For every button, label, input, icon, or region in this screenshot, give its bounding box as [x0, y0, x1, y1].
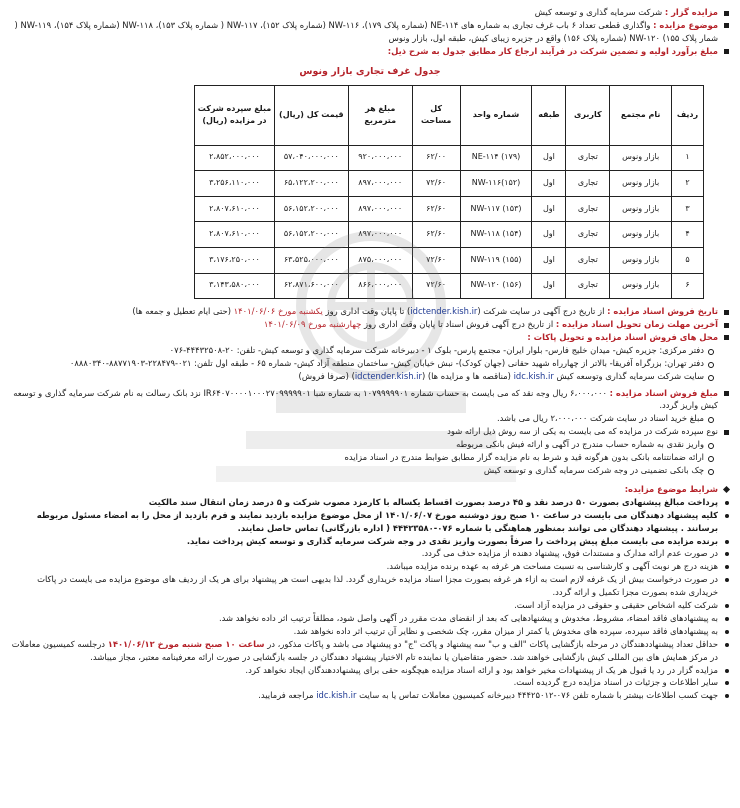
sale-date-text-c: (حتی ایام تعطیل و جمعه ها)	[132, 306, 231, 317]
term-opening-text-b: درجلسه کمیسیون معاملات در مرکز همایش های بین المللی کیش بازگشایی خواهند شد. حضور متقاضیان یا نماینده تام الاختیار پیشنهاد دهندگان در جلسه بازگشایی در صورت ارائه معرفینامه معتبر، مجاز میباشد.	[11, 638, 718, 662]
deposit-option-cash: واریز نقدی به شماره حساب مندرج در آگهی و ارائه فیش بانکی مربوطه	[6, 438, 734, 451]
table-row	[195, 145, 704, 171]
cell-area: ۷۲/۶۰	[412, 171, 460, 197]
term-multiple: در صورت درخواست بیش از یک غرفه لازم است به ازاء هر غرفه بصورت مجزا اسناد مزایده خریداری گردد. لذا بدیهی است هر پیشنهاد برای هر یک از ردیف های موضوع مزایده می بایست در پاکات خریداری شده بصورت مجزا تکمیل و ارائه گردد.	[6, 573, 734, 599]
col-price-per-m2: مبلغ هر مترمربع	[348, 85, 412, 145]
sale-date-text-a: از تاریخ درج آگهی در سایت شرکت (	[477, 306, 605, 317]
col-total-price: قیمت کل (ریال)	[274, 85, 348, 145]
sale-date	[6, 305, 734, 318]
place-website-text-b: (مناقصه ها و مزایده ها) (	[421, 370, 511, 381]
term-details: سایر اطلاعات و جزئیات در اسناد مزایده درج گردیده است.	[6, 676, 734, 689]
deposit-intro-text: نوع سپرده شرکت در مزایده که می بایست به یکی از سه روش ذیل ارائه شود	[447, 426, 718, 437]
term-contact-text-a: جهت کسب اطلاعات بیشتر با شماره تلفن ۰۷۶-۴۴۴۲۵۰۱۲ دبیرخانه کمیسیون معاملات تماس یا به سایت	[359, 690, 718, 701]
cell-area: ۷۲/۶۰	[412, 273, 460, 299]
cell-row: ۲	[672, 171, 704, 197]
cell-deposit: ۳،۱۷۶،۲۵۰،۰۰۰	[195, 247, 275, 273]
col-area: کل مساحت	[412, 85, 460, 145]
document-price-text: ۶،۰۰۰،۰۰۰ ریال وجه نقد که می بایست به حساب شماره ۱۰۷۹۹۹۹۹۰۱ به شماره شبا IR۶۴۰۷۰۰۰۰۱۰۰۰۲۷۰۹۹۹۹۹۰۱ نزد بانک رسالت به نام شرکت سرمایه گذاری و توسعه کیش واریز گردد.	[13, 387, 718, 411]
term-contact	[6, 689, 734, 702]
cell-unit: NW-۱۱۶(۱۵۲)	[460, 171, 532, 197]
cell-area: ۶۲/۰۰	[412, 145, 460, 171]
place-tehran-office: دفتر تهران: بزرگراه آفریقا- بالاتر از چهارراه شهید حقانی (جهان کودک)- نبش خیابان کیش- ساختمان منطقه آزاد کیش- شماره ۶۵ - طبقه اول تلفن: ۰۲۱-۲۲۸۴۷۹-۸۸۷۷۱۹۰۳-۰۸۸۸۰۳۴۰	[6, 357, 734, 370]
cell-floor: اول	[532, 247, 566, 273]
cell-total-price: ۵۷،۰۴۰،۰۰۰،۰۰۰	[274, 145, 348, 171]
term-visit: کلیه پیشنهاد دهندگان می بایست در ساعت ۱۰ صبح روز دوشنبه مورخ ۱۴۰۱/۰۶/۰۷ از محل موضوع مزایده بازدید نمایند و فرم بازدید از محل را به امضاء مسئول مربوطه برسانند . پیشنهاد دهندگان می توانند بمنظور هماهنگی با شماره ۰۷۶-۴۴۴۲۳۵۸۰ ( اداره بازرگانی) تماس حاصل نمایند.	[6, 509, 734, 535]
deposit-option-cheque: چک بانکی تضمینی در وجه شرکت سرمایه گذاری و توسعه کیش	[6, 464, 734, 477]
cell-price-per-m2: ۸۹۷،۰۰۰،۰۰۰	[348, 222, 412, 248]
col-deposit: مبلغ سپرده شرکت در مزایده (ریال)	[195, 85, 275, 145]
auction-subject	[6, 19, 734, 45]
cell-total-price: ۶۳،۵۲۵،۰۰۰،۰۰۰	[274, 247, 348, 273]
term-contact-text-b: مراجعه فرمایید.	[258, 690, 314, 701]
cell-area: ۶۲/۶۰	[412, 196, 460, 222]
cell-usage: تجاری	[566, 171, 610, 197]
auction-holder-label: مزایده گزار :	[664, 7, 718, 17]
cell-total-price: ۶۵،۱۲۲،۲۰۰،۰۰۰	[274, 171, 348, 197]
cell-complex: بازار ونوس	[610, 196, 672, 222]
submission-deadline-date: چهارشنبه مورخ ۱۴۰۱/۰۶/۰۹	[263, 319, 362, 329]
col-unit: شماره واحد	[460, 85, 532, 145]
term-costs: هزینه درج هر نوبت آگهی و کارشناسی به نسبت مساحت هر غرفه به عهده برنده مزایده میباشد.	[6, 560, 734, 573]
cell-usage: تجاری	[566, 196, 610, 222]
sale-date-deadline: یکشنبه مورخ ۱۴۰۱/۰۶/۰۶	[233, 306, 323, 317]
cell-row: ۶	[672, 273, 704, 299]
auction-holder-value: شرکت سرمایه گذاری و توسعه کیش	[534, 7, 663, 17]
table-row	[195, 196, 704, 222]
table-row	[195, 247, 704, 273]
cell-area: ۷۲/۶۰	[412, 247, 460, 273]
term-open: شرکت کلیه اشخاص حقیقی و حقوقی در مزایده آزاد است.	[6, 599, 734, 612]
submission-deadline-text: از تاریخ درج آگهی فروش اسناد تا پایان وقت اداری روز	[363, 319, 554, 329]
cell-unit: NW-۱۲۰ (۱۵۶)	[460, 273, 532, 299]
cell-unit: NW-۱۱۹ (۱۵۵)	[460, 247, 532, 273]
cell-usage: تجاری	[566, 222, 610, 248]
cell-deposit: ۳،۱۴۳،۵۸۰،۰۰۰	[195, 273, 275, 299]
cell-row: ۵	[672, 247, 704, 273]
term-opening	[6, 638, 734, 664]
cell-deposit: ۲،۸۰۷،۶۱۰،۰۰۰	[195, 222, 275, 248]
places-label: محل های فروش اسناد مزایده و تحویل پاکات :	[527, 331, 718, 342]
cell-usage: تجاری	[566, 273, 610, 299]
table-row	[195, 222, 704, 248]
cell-deposit: ۲،۸۵۲،۰۰۰،۰۰۰	[195, 145, 275, 171]
table-row	[195, 171, 704, 197]
cell-floor: اول	[532, 196, 566, 222]
place-website-text-a: سایت شرکت سرمایه گذاری وتوسعه کیش	[556, 370, 704, 381]
cell-unit: NW-۱۱۸ (۱۵۴)	[460, 222, 532, 248]
cell-unit: NE-۱۱۴ (۱۷۹)	[460, 145, 532, 171]
col-usage: کاربری	[566, 85, 610, 145]
term-opening-date: ساعت ۱۰ صبح شنبه مورخ ۱۴۰۱/۰۶/۱۲	[107, 638, 265, 649]
document-price-label: مبلغ فروش اسناد مزایده :	[609, 387, 718, 398]
term-opening-text-a: حداقل تعداد پیشنهاددهندگان در مرحله بازگشایی پاکات "الف و ب" سه پیشنهاد و پاکت "ج" دو پیشنهاد می باشد و پاکات مذکور، در	[267, 638, 718, 649]
submission-deadline-label: آخرین مهلت زمان تحویل اسناد مزایده :	[555, 319, 718, 329]
place-central-office: دفتر مرکزی: جزیره کیش- میدان خلیج فارس- بلوار ایران- مجتمع پارس- بلوک ۱ - دبیرخانه شرکت سرمایه گذاری و توسعه کیش- تلفن: ۲۰-۴۴۴۳۲۵۰۸-۰۷۶	[6, 344, 734, 357]
document-price	[6, 387, 734, 413]
col-row: ردیف	[672, 85, 704, 145]
auction-holder	[6, 6, 734, 19]
cell-floor: اول	[532, 145, 566, 171]
cell-row: ۴	[672, 222, 704, 248]
term-contact-link[interactable]: idc.kish.ir	[316, 690, 357, 701]
table-row	[195, 273, 704, 299]
cell-row: ۱	[672, 145, 704, 171]
term-invalid: به پیشنهادهای فاقد امضاء، مشروط، مخدوش و پیشنهادهایی که بعد از انقضای مدت مقرر در آگهی واصل شود، مطلقاً ترتیب اثر داده نخواهد شد.	[6, 612, 734, 625]
auction-notice	[6, 6, 734, 804]
term-deposit-invalid: به پیشنهادهای فاقد سپرده، سپرده های مخدوش یا کمتر از میزان مقرر، چک شخصی و نظایر آن ترتیب اثر داده نخواهد شد.	[6, 625, 734, 638]
cell-price-per-m2: ۹۲۰،۰۰۰،۰۰۰	[348, 145, 412, 171]
place-tender-link[interactable]: idctender.kish.ir	[354, 370, 422, 381]
cell-floor: اول	[532, 273, 566, 299]
terms-heading-label: شرایط موضوع مزایده:	[624, 483, 718, 494]
cell-unit: NW-۱۱۷ (۱۵۳)	[460, 196, 532, 222]
col-floor: طبقه	[532, 85, 566, 145]
cell-total-price: ۵۶،۱۵۲،۲۰۰،۰۰۰	[274, 196, 348, 222]
col-complex: نام مجتمع	[610, 85, 672, 145]
cell-price-per-m2: ۸۷۵،۰۰۰،۰۰۰	[348, 247, 412, 273]
cell-floor: اول	[532, 171, 566, 197]
cell-row: ۳	[672, 196, 704, 222]
cell-deposit: ۳،۲۵۶،۱۱۰،۰۰۰	[195, 171, 275, 197]
submission-deadline	[6, 318, 734, 331]
cell-complex: بازار ونوس	[610, 222, 672, 248]
term-prepayment: برنده مزایده می بایست مبلغ پیش پرداخت را صرفاً بصورت واریز نقدی در وجه شرکت سرمایه گذاری و توسعه کیش پرداخت نماید.	[6, 535, 734, 548]
table-header-row	[195, 85, 704, 145]
place-website-text-c: ) (صرفا فروش)	[298, 370, 355, 381]
sale-date-text-b: ) تا پایان وقت اداری روز	[325, 306, 411, 317]
shops-table	[194, 85, 704, 300]
places	[6, 331, 734, 344]
term-discretion: مزایده گزار در رد یا قبول هر یک از پیشنهادات مخیر خواهد بود و ارائه اسناد مزایده هیچگونه حقی برای پیشنهاددهندگان ایجاد نخواهد کرد.	[6, 664, 734, 677]
cell-deposit: ۲،۸۰۷،۶۱۰،۰۰۰	[195, 196, 275, 222]
estimate-line	[6, 45, 734, 58]
cell-complex: بازار ونوس	[610, 273, 672, 299]
cell-total-price: ۵۶،۱۵۲،۲۰۰،۰۰۰	[274, 222, 348, 248]
auction-subject-label: موضوع مزایده :	[653, 19, 718, 30]
table-title: جدول غرف تجاری بازار ونوس	[299, 65, 441, 77]
document-price-online: مبلغ خرید اسناد در سایت شرکت ۲،۰۰۰،۰۰۰ ریال می باشد.	[6, 412, 734, 425]
cell-complex: بازار ونوس	[610, 171, 672, 197]
terms-heading	[6, 483, 734, 496]
deposit-intro	[6, 425, 734, 438]
place-website	[6, 370, 734, 383]
deposit-option-guarantee: ارائه ضمانتنامه بانکی بدون هرگونه قید و شرط به نام مزایده گزار مطابق ضوابط مندرج در اسناد مزایده	[6, 451, 734, 464]
cell-area: ۶۲/۶۰	[412, 222, 460, 248]
cell-usage: تجاری	[566, 247, 610, 273]
cell-complex: بازار ونوس	[610, 145, 672, 171]
place-website-link[interactable]: idc.kish.ir	[513, 370, 554, 381]
auction-subject-value: واگذاری قطعی تعداد ۶ باب غرف تجاری به شماره های NE-۱۱۴ (شماره پلاک ۱۷۹)، NW-۱۱۶ (شماره پلاک ۱۵۲)، NW-۱۱۷ ( شماره پلاک ۱۵۳)، NW-۱۱۸ (شماره پلاک ۱۵۴)، NW-۱۱۹ ( شمار پلاک ۱۵۵) NW-۱۲۰ (شماره پلاک ۱۵۶) واقع در جزیره زیبای کیش، طبقه اول، بازار ونوس	[14, 19, 718, 43]
sale-date-site-link[interactable]: idctender.kish.ir	[410, 306, 478, 317]
cell-price-per-m2: ۸۹۷،۰۰۰،۰۰۰	[348, 196, 412, 222]
cell-total-price: ۶۲،۸۷۱،۶۰۰،۰۰۰	[274, 273, 348, 299]
term-payment: پرداخت مبالغ پیشنهادی بصورت ۵۰ درصد نقد و ۴۵ درصد بصورت اقساط یکساله با کارمزد مصوب شرکت و ۵ درصد زمان انتقال سند مالکیت	[6, 496, 734, 509]
sale-date-label: تاریخ فروش اسناد مزایده :	[607, 306, 718, 317]
term-documents: در صورت عدم ارائه مدارک و مستندات فوق، پیشنهاد دهنده از مزایده حذف می گردد.	[6, 547, 734, 560]
estimate-label: مبلغ برآورد اولیه و تضمین شرکت در فرآیند ارجاع کار مطابق جدول به شرح ذیل:	[387, 45, 718, 56]
cell-floor: اول	[532, 222, 566, 248]
cell-price-per-m2: ۸۹۷،۰۰۰،۰۰۰	[348, 171, 412, 197]
cell-price-per-m2: ۸۶۶،۰۰۰،۰۰۰	[348, 273, 412, 299]
cell-usage: تجاری	[566, 145, 610, 171]
cell-complex: بازار ونوس	[610, 247, 672, 273]
